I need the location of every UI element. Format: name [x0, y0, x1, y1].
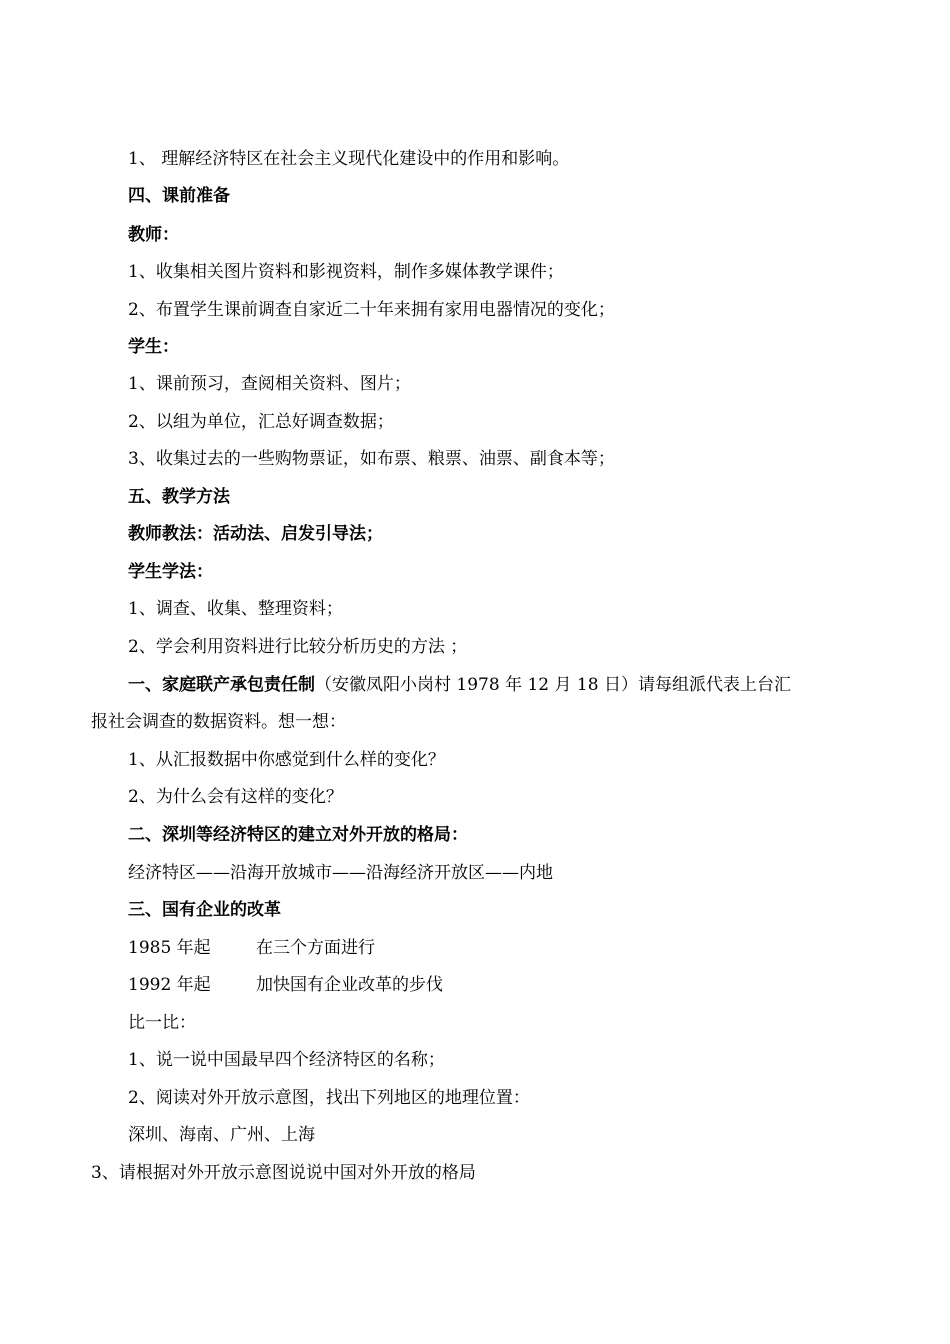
student-item-1: 1、课前预习，查阅相关资料、图片；: [128, 374, 411, 394]
teacher-item-2: 2、布置学生课前调查自家近二十年来拥有家用电器情况的变化；: [128, 300, 615, 320]
section-3-title: 三、国有企业的改革: [128, 900, 281, 920]
places-list: 深圳、海南、广州、上海: [128, 1125, 315, 1145]
teacher-item-1: 1、收集相关图片资料和影视资料，制作多媒体教学课件；: [128, 262, 564, 282]
reform-1992-text: 加快国有企业改革的步伐: [256, 975, 443, 995]
year-1992: 1992 年起: [128, 975, 211, 995]
teaching-method: 教师教法：活动法、启发引导法；: [128, 524, 383, 544]
reform-row-1992: [128, 974, 628, 996]
section-1-title: 一、家庭联产承包责任制: [128, 675, 315, 695]
section-2-title: 二、深圳等经济特区的建立对外开放的格局：: [128, 825, 468, 845]
opening-sequence: 经济特区——沿海开放城市——沿海经济开放区——内地: [128, 863, 553, 883]
compare-item-2: 2、阅读对外开放示意图，找出下列地区的地理位置：: [128, 1088, 530, 1108]
compare-item-1: 1、说一说中国最早四个经济特区的名称；: [128, 1050, 445, 1070]
compare-item-3: 3、请根据对外开放示意图说说中国对外开放的格局: [91, 1163, 476, 1183]
reform-row-1985: [128, 937, 628, 959]
teacher-label: 教师：: [128, 225, 179, 245]
question-2: 2、为什么会有这样的变化？: [128, 787, 343, 807]
objective-item-1: 1、 理解经济特区在社会主义现代化建设中的作用和影响。: [128, 149, 570, 169]
question-1: 1、从汇报数据中你感觉到什么样的变化？: [128, 750, 445, 770]
section-1-text: （安徽凤阳小岗村 1978 年 12 月 18 日）请每组派代表上台汇: [315, 675, 791, 695]
student-item-2: 2、以组为单位，汇总好调查数据；: [128, 412, 394, 432]
section-heading-prep: 四、课前准备: [128, 186, 230, 206]
learning-method-label: 学生学法：: [128, 562, 213, 582]
compare-label: 比一比：: [128, 1013, 196, 1033]
year-1985: 1985 年起: [128, 938, 211, 958]
section-heading-methods: 五、教学方法: [128, 487, 230, 507]
learning-method-item-2: 2、学会利用资料进行比较分析历史的方法 ；: [128, 637, 468, 657]
section-1-line: [128, 674, 791, 696]
student-label: 学生：: [128, 337, 179, 357]
reform-1985-text: 在三个方面进行: [256, 938, 375, 958]
learning-method-item-1: 1、调查、收集、整理资料；: [128, 599, 343, 619]
section-1-continuation: 报社会调查的数据资料。想一想：: [91, 712, 346, 732]
student-item-3: 3、收集过去的一些购物票证，如布票、粮票、油票、副食本等；: [128, 449, 615, 469]
